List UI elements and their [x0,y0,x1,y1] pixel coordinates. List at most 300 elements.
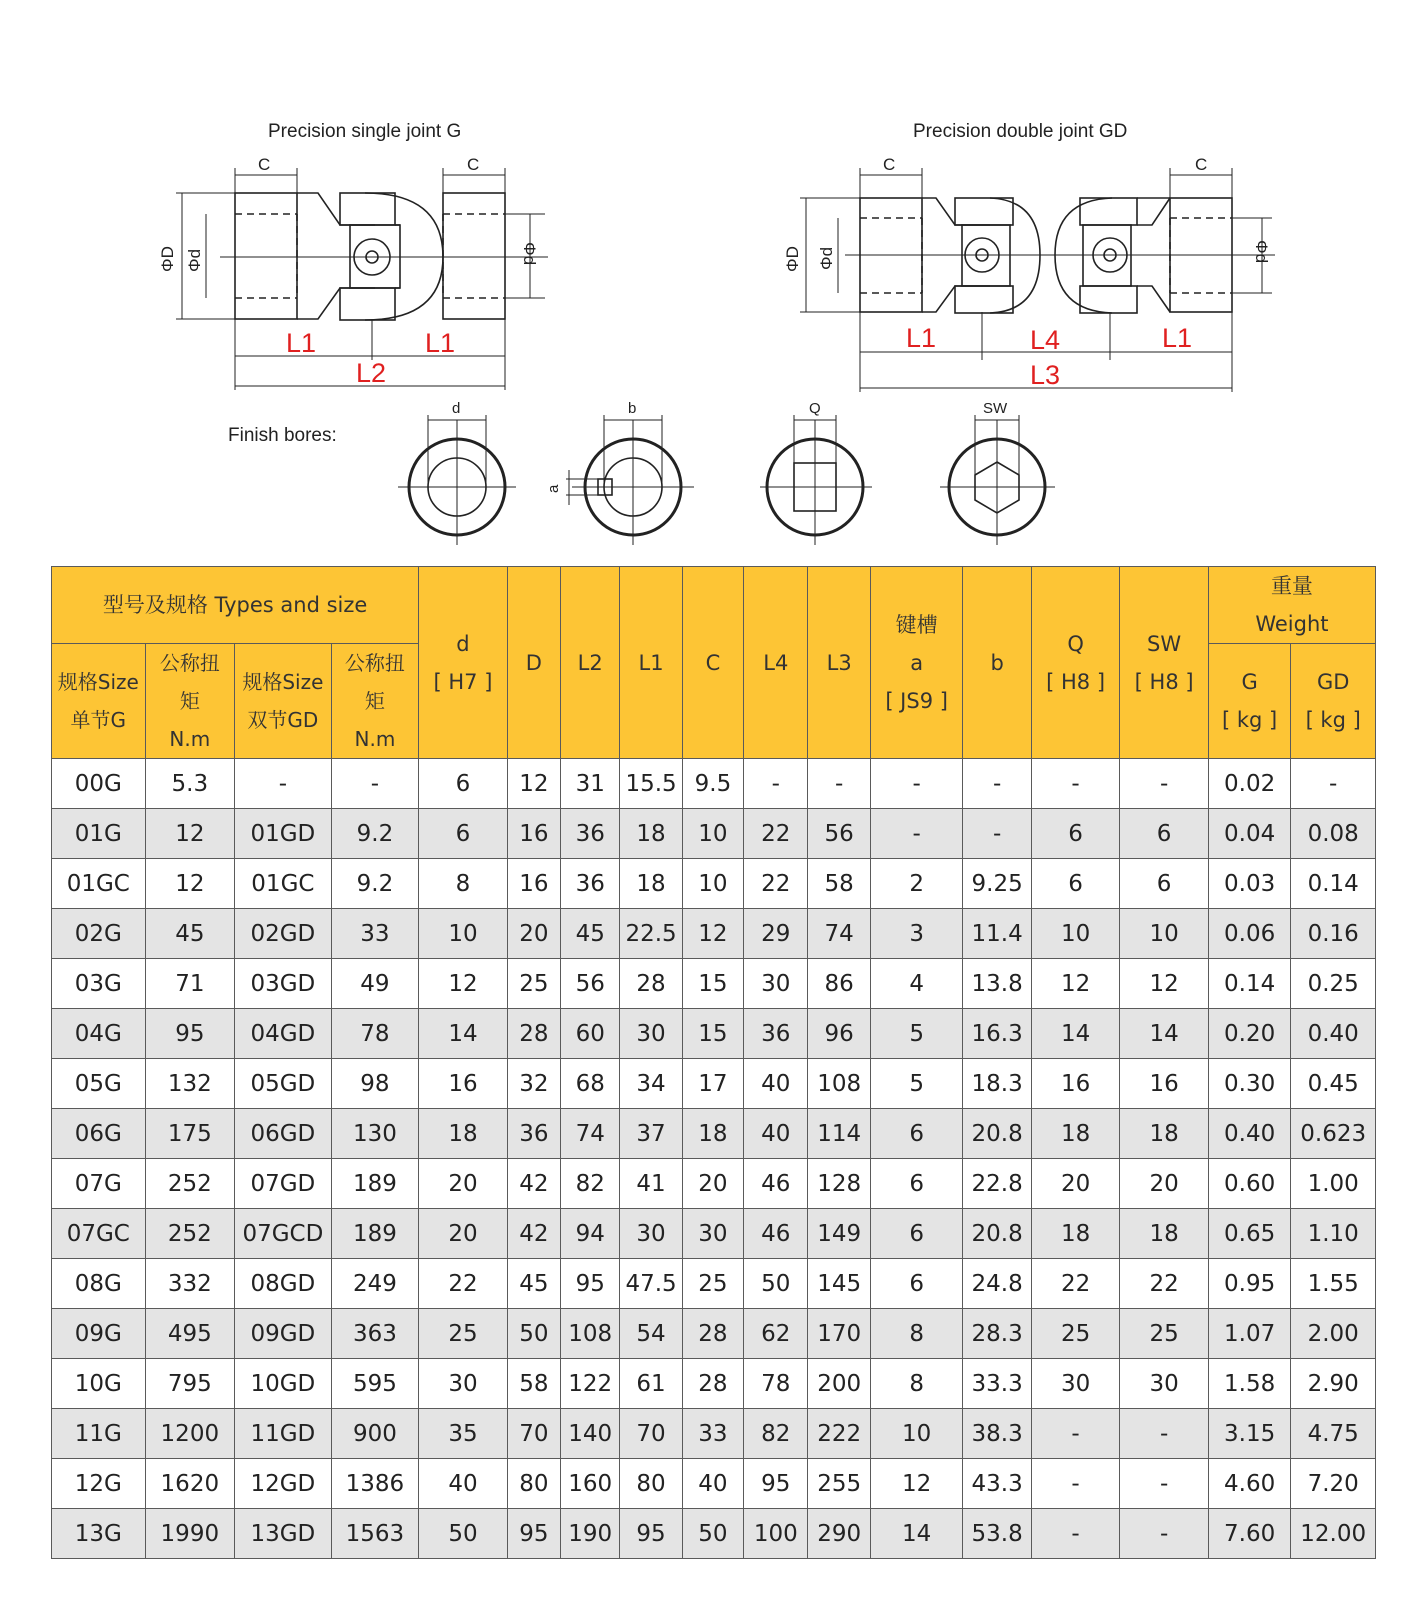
table-cell: 9.25 [963,859,1031,909]
table-cell: 95 [145,1009,235,1059]
table-cell: 0.03 [1208,859,1290,909]
table-cell: 20 [1031,1159,1120,1209]
table-row [52,1359,1376,1409]
table-cell: 60 [561,1009,620,1059]
table-cell: 0.14 [1208,959,1290,1009]
table-cell: 20.8 [963,1209,1031,1259]
table-cell: 18 [1031,1209,1120,1259]
table-cell: 01GC [235,859,332,909]
table-cell: 114 [808,1109,870,1159]
table-cell: - [1120,759,1209,809]
table-cell: 4 [870,959,963,1009]
table-cell: 795 [145,1359,235,1409]
table-cell: 30 [744,959,808,1009]
table-cell: 04GD [235,1009,332,1059]
table-cell: 07GD [235,1159,332,1209]
bore-SW-label: SW [983,400,1008,417]
table-cell: 12.00 [1291,1509,1376,1559]
table-row [52,1409,1376,1459]
table-cell: 45 [507,1259,560,1309]
table-cell: - [1291,759,1376,809]
table-cell: 0.16 [1291,909,1376,959]
table-cell: 0.30 [1208,1059,1290,1109]
table-cell: 12 [1120,959,1209,1009]
bore-d-label: d [452,400,461,417]
table-cell: 20.8 [963,1109,1031,1159]
table-cell: 33 [682,1409,743,1459]
table-cell: 07G [52,1159,146,1209]
table-cell: 78 [331,1009,419,1059]
table-cell: 41 [620,1159,682,1209]
table-cell: 10 [1031,909,1120,959]
table-cell: 16 [1120,1059,1209,1109]
table-cell: 6 [1031,809,1120,859]
table-cell: 2.90 [1291,1359,1376,1409]
table-cell: - [1031,759,1120,809]
col-C-header: C [682,567,743,759]
double-L1-left: L1 [906,323,937,353]
table-cell: 15 [682,959,743,1009]
table-cell: 12 [419,959,508,1009]
table-cell: 1.55 [1291,1259,1376,1309]
table-cell: 03G [52,959,146,1009]
table-cell: 12 [682,909,743,959]
table-cell: - [1031,1509,1120,1559]
table-cell: 20 [682,1159,743,1209]
table-cell: 0.60 [1208,1159,1290,1209]
table-cell: 1.00 [1291,1159,1376,1209]
double-L4: L4 [1030,325,1061,355]
table-cell: 49 [331,959,419,1009]
col-size-g-header: 规格Size 单节G [52,644,146,759]
table-cell: 95 [620,1509,682,1559]
table-cell: 28 [507,1009,560,1059]
single-c-right: C [467,155,480,174]
table-cell: 20 [507,909,560,959]
table-row [52,759,1376,809]
table-cell: 14 [870,1509,963,1559]
table-cell: 96 [808,1009,870,1059]
table-cell: 09G [52,1309,146,1359]
table-cell: 363 [331,1309,419,1359]
table-cell: 06G [52,1109,146,1159]
col-weight-GD-header: GD [ kg ] [1291,644,1376,759]
table-cell: 132 [145,1059,235,1109]
table-cell: 82 [744,1409,808,1459]
table-cell: 8 [870,1359,963,1409]
single-phid: Φd [185,248,204,272]
table-cell: 13.8 [963,959,1031,1009]
table-cell: 46 [744,1209,808,1259]
table-cell: 1.07 [1208,1309,1290,1359]
table-cell: 18.3 [963,1059,1031,1109]
bore-Q-label: Q [809,400,821,417]
table-cell: 4.60 [1208,1459,1290,1509]
table-cell: 32 [507,1059,560,1109]
table-cell: - [1031,1459,1120,1509]
table-cell: 8 [870,1309,963,1359]
table-cell: 149 [808,1209,870,1259]
bore-a-label: a [545,484,562,493]
table-cell: 50 [744,1259,808,1309]
table-cell: 05GD [235,1059,332,1109]
table-cell: 95 [561,1259,620,1309]
table-cell: 95 [744,1459,808,1509]
table-cell: 31 [561,759,620,809]
table-cell: 12 [507,759,560,809]
table-cell: 190 [561,1509,620,1559]
table-cell: 0.20 [1208,1009,1290,1059]
table-cell: 53.8 [963,1509,1031,1559]
table-cell: 130 [331,1109,419,1159]
table-cell: 160 [561,1459,620,1509]
table-cell: 42 [507,1159,560,1209]
table-cell: 4.75 [1291,1409,1376,1459]
table-cell: 13G [52,1509,146,1559]
table-cell: 290 [808,1509,870,1559]
col-SW-header: SW [ H8 ] [1120,567,1209,759]
table-cell: 45 [145,909,235,959]
table-cell: 16 [507,809,560,859]
table-cell: 175 [145,1109,235,1159]
table-cell: 14 [1120,1009,1209,1059]
table-cell: 54 [620,1309,682,1359]
table-cell: 22 [744,809,808,859]
table-cell: 30 [620,1009,682,1059]
table-cell: 6 [870,1159,963,1209]
table-cell: 20 [419,1209,508,1259]
table-cell: 0.04 [1208,809,1290,859]
table-cell: 50 [419,1509,508,1559]
table-cell: - [331,759,419,809]
table-cell: 38.3 [963,1409,1031,1459]
table-cell: 6 [870,1259,963,1309]
table-cell: 62 [744,1309,808,1359]
table-cell: 50 [507,1309,560,1359]
table-cell: 10 [419,909,508,959]
table-cell: 33 [331,909,419,959]
table-cell: 14 [419,1009,508,1059]
table-cell: 47.5 [620,1259,682,1309]
table-cell: 46 [744,1159,808,1209]
table-cell: 07GC [52,1209,146,1259]
table-cell: 12 [870,1459,963,1509]
col-size-gd-header: 规格Size 双节GD [235,644,332,759]
table-cell: 1.58 [1208,1359,1290,1409]
table-cell: 11GD [235,1409,332,1459]
table-cell: 200 [808,1359,870,1409]
table-cell: 29 [744,909,808,959]
table-row [52,1459,1376,1509]
single-joint-drawing [176,168,548,390]
table-cell: 24.8 [963,1259,1031,1309]
table-cell: 189 [331,1159,419,1209]
table-cell: 1563 [331,1509,419,1559]
table-cell: 02G [52,909,146,959]
single-L1-right: L1 [425,328,456,358]
table-cell: 40 [744,1059,808,1109]
table-cell: 12G [52,1459,146,1509]
table-cell: 5 [870,1009,963,1059]
table-cell: 17 [682,1059,743,1109]
table-cell: 12 [145,859,235,909]
double-c-right: C [1195,155,1208,174]
table-cell: 28 [682,1359,743,1409]
table-cell: 95 [507,1509,560,1559]
table-cell: 12GD [235,1459,332,1509]
table-cell: 98 [331,1059,419,1109]
table-cell: 86 [808,959,870,1009]
table-cell: 16 [419,1059,508,1109]
table-cell: 10G [52,1359,146,1409]
table-cell: 10 [682,809,743,859]
double-phid-right: Φd [1252,240,1271,264]
table-cell: 18 [1120,1109,1209,1159]
types-and-size-header: 型号及规格 Types and size [52,567,419,644]
table-cell: 20 [1120,1159,1209,1209]
finish-bores-label: Finish bores: [228,425,337,446]
table-cell: - [870,759,963,809]
table-cell: 22 [419,1259,508,1309]
table-cell: 70 [620,1409,682,1459]
table-cell: 100 [744,1509,808,1559]
col-torque-g-header: 公称扭 矩 N.m [145,644,235,759]
table-cell: 33.3 [963,1359,1031,1409]
double-phid: Φd [817,246,836,270]
table-cell: 3 [870,909,963,959]
table-cell: 40 [682,1459,743,1509]
double-L1-right: L1 [1162,323,1193,353]
table-cell: 40 [419,1459,508,1509]
col-L4-header: L4 [744,567,808,759]
table-cell: 74 [561,1109,620,1159]
table-cell: 30 [419,1359,508,1409]
table-cell: 18 [419,1109,508,1159]
table-cell: 0.08 [1291,809,1376,859]
table-cell: 80 [507,1459,560,1509]
table-cell: 22 [744,859,808,909]
table-cell: 0.40 [1208,1109,1290,1159]
specification-table [51,566,1376,1559]
table-cell: 12 [145,809,235,859]
table-cell: 80 [620,1459,682,1509]
table-cell: 7.20 [1291,1459,1376,1509]
table-cell: 56 [808,809,870,859]
single-c-left: C [258,155,271,174]
table-cell: 20 [419,1159,508,1209]
table-row [52,1059,1376,1109]
single-L1-left: L1 [286,328,317,358]
col-L3-header: L3 [808,567,870,759]
col-Q-header: Q [ H8 ] [1031,567,1120,759]
table-cell: 36 [561,809,620,859]
table-cell: 10 [870,1409,963,1459]
table-cell: 43.3 [963,1459,1031,1509]
table-cell: 25 [419,1309,508,1359]
table-cell: 9.2 [331,859,419,909]
weight-header: 重量 Weight [1208,567,1375,644]
table-cell: 0.95 [1208,1259,1290,1309]
table-row [52,959,1376,1009]
table-cell: - [1031,1409,1120,1459]
table-cell: 30 [1031,1359,1120,1409]
table-cell: 595 [331,1359,419,1409]
table-cell: 15.5 [620,759,682,809]
table-cell: 30 [682,1209,743,1259]
table-cell: - [963,809,1031,859]
table-cell: 5 [870,1059,963,1109]
table-cell: 249 [331,1259,419,1309]
table-cell: 170 [808,1309,870,1359]
table-row [52,1209,1376,1259]
table-cell: 6 [870,1109,963,1159]
table-cell: 252 [145,1159,235,1209]
table-cell: 71 [145,959,235,1009]
table-cell: 0.45 [1291,1059,1376,1109]
table-body [52,759,1376,1559]
table-cell: 1386 [331,1459,419,1509]
table-cell: 6 [870,1209,963,1259]
table-cell: - [870,809,963,859]
table-cell: 56 [561,959,620,1009]
table-cell: 22.8 [963,1159,1031,1209]
table-cell: 145 [808,1259,870,1309]
table-cell: 78 [744,1359,808,1409]
table-cell: 22.5 [620,909,682,959]
table-cell: 128 [808,1159,870,1209]
table-cell: 5.3 [145,759,235,809]
table-cell: 74 [808,909,870,959]
table-cell: 04G [52,1009,146,1059]
col-torque-gd-header: 公称扭 矩 N.m [331,644,419,759]
double-c-left: C [883,155,896,174]
table-cell: 255 [808,1459,870,1509]
table-cell: 94 [561,1209,620,1259]
table-cell: 6 [419,759,508,809]
table-cell: 108 [561,1309,620,1359]
table-cell: 30 [620,1209,682,1259]
table-cell: 1200 [145,1409,235,1459]
table-cell: 05G [52,1059,146,1109]
table-cell: 0.65 [1208,1209,1290,1259]
table-cell: - [1120,1509,1209,1559]
table-cell: 2.00 [1291,1309,1376,1359]
table-cell: 1.10 [1291,1209,1376,1259]
table-cell: 00G [52,759,146,809]
table-cell: 58 [808,859,870,909]
table-cell: 10 [682,859,743,909]
table-cell: 35 [419,1409,508,1459]
table-cell: 01GC [52,859,146,909]
table-cell: 68 [561,1059,620,1109]
table-row [52,859,1376,909]
table-cell: 18 [620,809,682,859]
table-cell: - [1120,1409,1209,1459]
col-L1-header: L1 [620,567,682,759]
table-cell: 0.06 [1208,909,1290,959]
table-cell: 6 [1120,859,1209,909]
table-cell: - [1120,1459,1209,1509]
table-cell: 18 [682,1109,743,1159]
table-cell: 18 [1120,1209,1209,1259]
table-cell: 10GD [235,1359,332,1409]
table-cell: 16 [507,859,560,909]
table-cell: 01GD [235,809,332,859]
table-cell: 0.623 [1291,1109,1376,1159]
table-cell: 6 [1120,809,1209,859]
double-joint-drawing [800,168,1275,392]
table-row [52,1159,1376,1209]
table-cell: 12 [1031,959,1120,1009]
table-cell: 16 [1031,1059,1120,1109]
table-cell: 09GD [235,1309,332,1359]
finish-bores-drawings [398,415,1055,545]
col-weight-G-header: G [ kg ] [1208,644,1290,759]
table-cell: 02GD [235,909,332,959]
table-cell: 122 [561,1359,620,1409]
table-row [52,1309,1376,1359]
table-cell: 332 [145,1259,235,1309]
table-cell: 252 [145,1209,235,1259]
col-D-header: D [507,567,560,759]
table-cell: 30 [1120,1359,1209,1409]
table-cell: - [963,759,1031,809]
table-cell: 45 [561,909,620,959]
table-cell: 13GD [235,1509,332,1559]
table-cell: 900 [331,1409,419,1459]
table-cell: 0.25 [1291,959,1376,1009]
table-cell: 08GD [235,1259,332,1309]
table-cell: 22 [1031,1259,1120,1309]
table-cell: 3.15 [1208,1409,1290,1459]
table-cell: 15 [682,1009,743,1059]
table-cell: 61 [620,1359,682,1409]
table-cell: 34 [620,1059,682,1109]
single-L2: L2 [356,358,387,388]
table-cell: 36 [507,1109,560,1159]
table-cell: 0.40 [1291,1009,1376,1059]
col-L2-header: L2 [561,567,620,759]
table-cell: 40 [744,1109,808,1159]
table-cell: 16.3 [963,1009,1031,1059]
table-cell: 01G [52,809,146,859]
table-cell: 140 [561,1409,620,1459]
table-cell: 28 [620,959,682,1009]
bore-b-label: b [628,400,637,417]
table-cell: 25 [1031,1309,1120,1359]
table-cell: - [744,759,808,809]
table-cell: 22 [1120,1259,1209,1309]
table-cell: 08G [52,1259,146,1309]
table-cell: 6 [1031,859,1120,909]
table-cell: 0.02 [1208,759,1290,809]
table-cell: 6 [419,809,508,859]
single-phid-right: Φd [520,242,539,266]
table-cell: 11.4 [963,909,1031,959]
table-cell: 1990 [145,1509,235,1559]
table-cell: 42 [507,1209,560,1259]
double-joint-title: Precision double joint GD [913,121,1128,142]
table-cell: 36 [561,859,620,909]
col-d-header: d [ H7 ] [419,567,508,759]
double-L3: L3 [1030,360,1061,390]
table-cell: 36 [744,1009,808,1059]
table-cell: 06GD [235,1109,332,1159]
table-cell: 37 [620,1109,682,1159]
table-cell: 9.5 [682,759,743,809]
table-cell: 10 [1120,909,1209,959]
table-row [52,1109,1376,1159]
